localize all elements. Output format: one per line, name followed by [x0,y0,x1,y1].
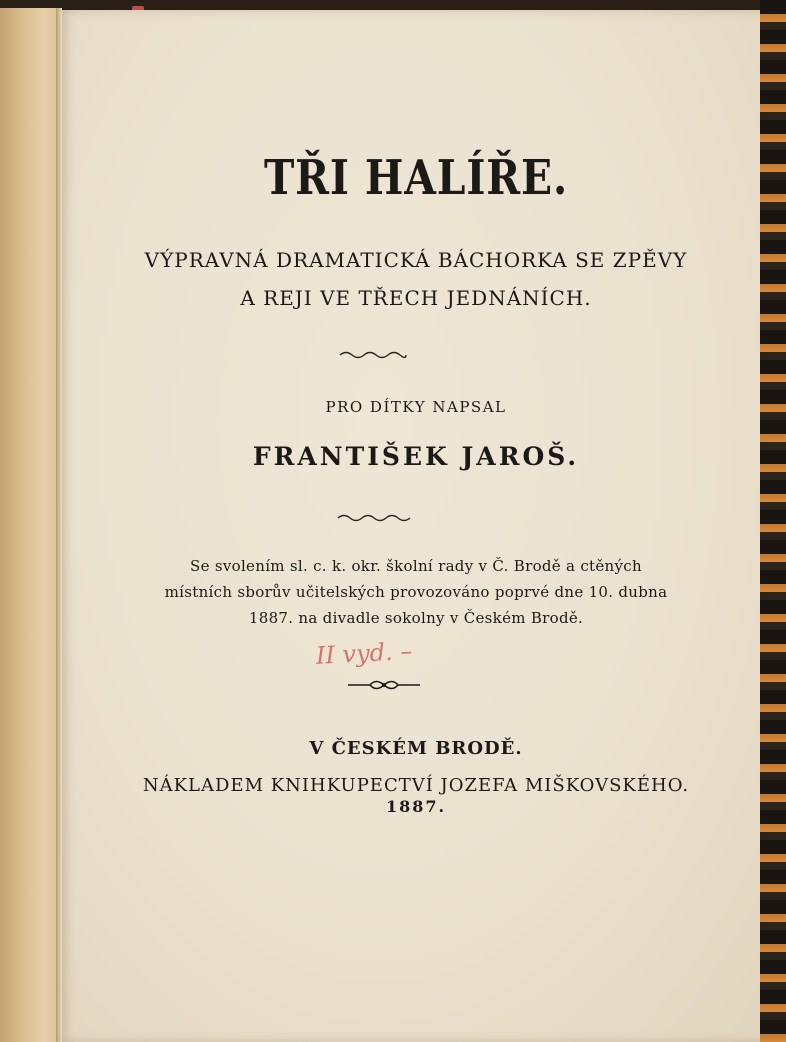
book-title: TŘI HALÍŘE. [263,150,569,206]
publisher-line: NÁKLADEM KNIHKUPECTVÍ JOZEFA MIŠKOVSKÉHO. [142,775,690,796]
note-line-1: Se svolením sl. c. k. okr. školní rady v Č. Brodě a ctěných [190,557,642,575]
note-line-3: 1887. na divadle sokolny v Českém Brodě. [248,609,584,627]
dedication-line: PRO DÍTKY NAPSAL [325,398,507,416]
ornament-rule-icon [346,676,422,694]
wavy-rule-icon-2 [336,512,412,524]
handwritten-edition-mark: II vyd. – [315,636,413,670]
subtitle-line-2: A REJI VE TŘECH JEDNÁNÍCH. [240,286,592,310]
note-line-2: místních sborův učitelských provozováno poprvé dne 10. dubna [164,583,668,601]
author-name: FRANTIŠEK JAROŠ. [252,442,580,471]
publication-place: V ČESKÉM BRODĚ. [309,738,523,759]
book-top-edge [0,0,786,10]
background-edge [760,0,786,1042]
book-spine [0,8,62,1042]
page-fold [56,8,62,1042]
wavy-rule-icon [338,349,408,361]
subtitle-line-1: VÝPRAVNÁ DRAMATICKÁ BÁCHORKA SE ZPĚVY [144,248,688,272]
publication-year: 1887. [385,797,447,816]
